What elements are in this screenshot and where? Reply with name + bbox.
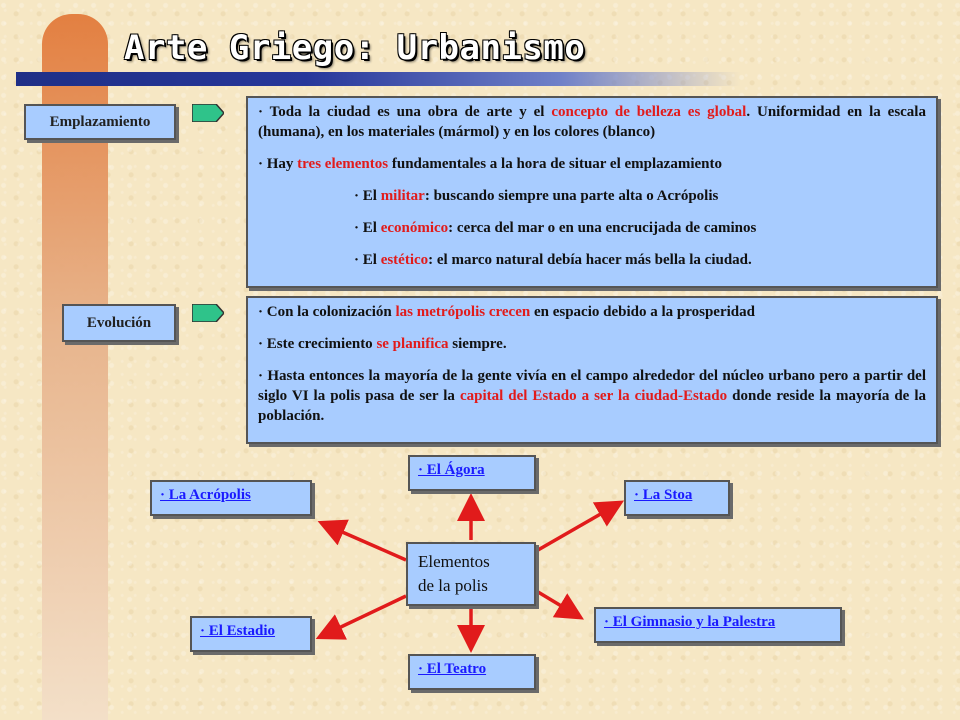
page-title: Arte Griego: Urbanismo [124,28,586,68]
arrow-to-stoa [538,504,618,550]
link-gimnasio[interactable] [594,607,842,643]
paragraph: · Toda la ciudad es una obra de arte y el concepto de belleza es global. Uniformidad en la escala (humana), en los materiales (mármol) y en los colores (blanco) [258,104,926,140]
paragraph: · Este crecimiento se planifica siempre. [258,336,507,352]
link-estadio[interactable] [190,616,312,652]
center-node-line: de la polis [418,576,488,595]
link-acropolis-text[interactable]: · La Acrópolis [160,487,251,503]
section-label-emplazamiento: Emplazamiento [24,104,176,140]
section-label-evolucion: Evolución [62,304,176,342]
link-acropolis[interactable] [150,480,312,516]
arrow-to-acropolis [324,524,406,560]
paragraph: · Hasta entonces la mayoría de la gente vivía en el campo alrededor del núcleo urbano pero a partir del siglo VI la polis pasa de ser la capital del Estado a ser la ciudad-Estado donde reside la mayoría de la población. [258,368,927,424]
arrow-to-estadio [322,596,406,636]
paragraph: · El militar: buscando siempre una parte alta o Acrópolis [354,188,719,204]
link-agora-text[interactable]: · El Ágora [418,462,485,478]
center-node-line: Elementos [418,552,490,571]
link-agora[interactable] [408,455,536,491]
link-gimnasio-text[interactable]: · El Gimnasio y la Palestra [604,614,776,630]
link-stoa[interactable] [624,480,730,516]
link-stoa-text[interactable]: · La Stoa [634,487,693,503]
link-teatro-text[interactable]: · El Teatro [418,661,487,677]
arrow-to-gimnasio [538,592,578,616]
center-node-elementos [406,542,536,606]
paragraph: · Con la colonización las metrópolis crecen en espacio debido a la prosperidad [258,304,755,320]
paragraph: · Hay tres elementos fundamentales a la hora de situar el emplazamiento [258,156,722,172]
paragraph: · El estético: el marco natural debía hacer más bella la ciudad. [354,252,752,268]
link-estadio-text[interactable]: · El Estadio [200,623,276,639]
link-teatro[interactable] [408,654,536,690]
paragraph: · El económico: cerca del mar o en una encrucijada de caminos [354,220,757,236]
